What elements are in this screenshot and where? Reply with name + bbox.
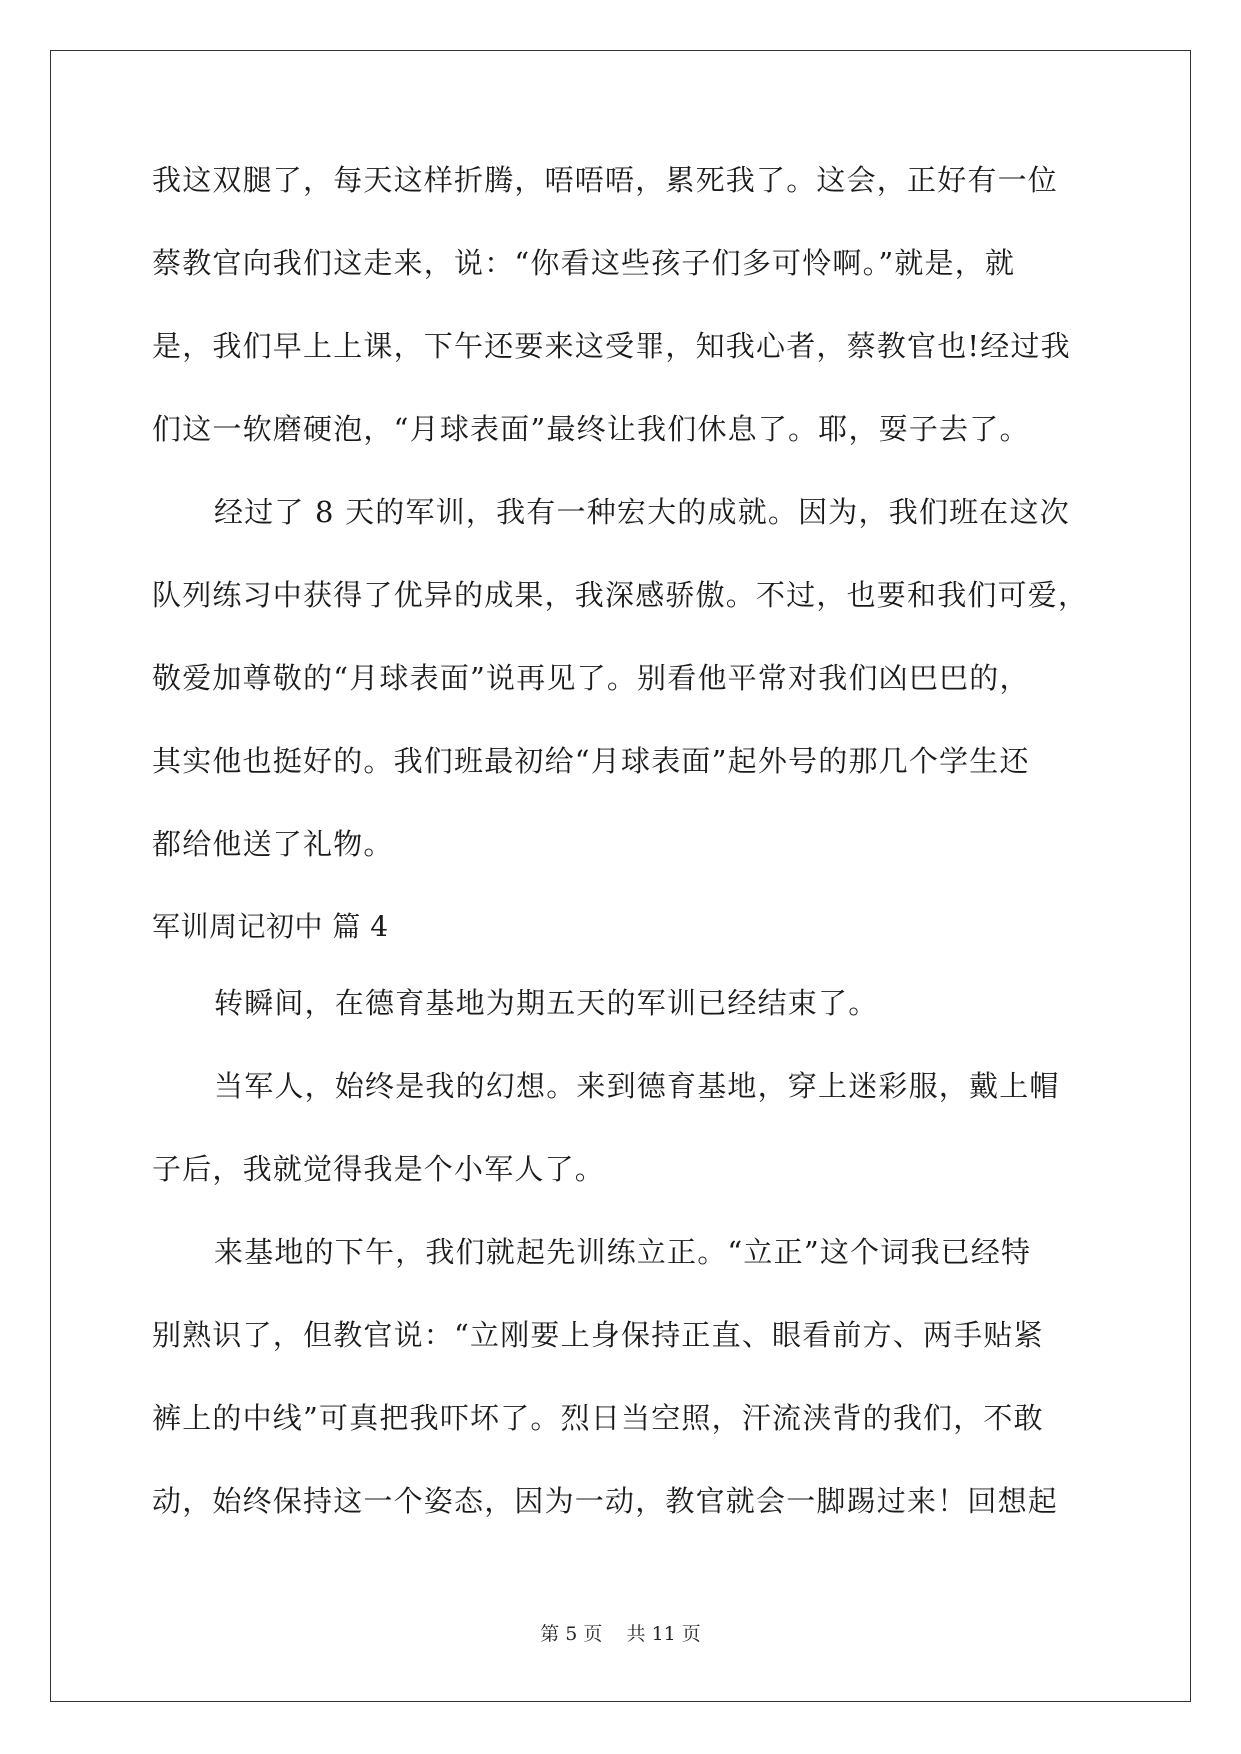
text-line: 别熟识了，但教官说：“立刚要上身保持正直、眼看前方、两手贴紧 [152,1318,1044,1352]
document-body [152,162,1092,1566]
text-line: 裤上的中线”可真把我吓坏了。烈日当空照，汗流浃背的我们，不敢 [152,1401,1044,1435]
section-heading: 军训周记初中 篇 4 [152,910,389,943]
paragraph-start-line: 经过了 8 天的军训，我有一种宏大的成就。因为，我们班在这次 [214,495,1070,529]
text-line: 都给他送了礼物。 [152,827,394,861]
paragraph-start-line: 转瞬间，在德育基地为期五天的军训已经结束了。 [214,986,879,1020]
paragraph-start-line: 当军人，始终是我的幻想。来到德育基地，穿上迷彩服，戴上帽 [214,1069,1060,1103]
paragraph-start-line: 来基地的下午，我们就起先训练立正。“立正”这个词我已经特 [214,1235,1032,1269]
text-line: 们这一软磨硬泡，“月球表面”最终让我们休息了。耶，耍子去了。 [152,412,1030,446]
text-line: 其实他也挺好的。我们班最初给“月球表面”起外号的那几个学生还 [152,744,1030,778]
page-total: 共 11 页 [626,1623,701,1645]
text-line: 蔡教官向我们这走来，说：“你看这些孩子们多可怜啊。”就是，就 [152,246,1016,280]
page-number: 第 5 页 [540,1623,603,1645]
text-line: 敬爱加尊敬的“月球表面”说再见了。别看他平常对我们凶巴巴的， [152,661,1030,695]
text-line: 是，我们早上上课，下午还要来这受罪，知我心者，蔡教官也!经过我 [152,329,1071,363]
text-line: 子后，我就觉得我是个小军人了。 [152,1152,606,1186]
text-line: 我这双腿了，每天这样折腾，唔唔唔，累死我了。这会，正好有一位 [152,163,1059,197]
text-line: 动，始终保持这一个姿态，因为一动，教官就会一脚踢过来！回想起 [152,1484,1059,1518]
page-footer [0,1619,1241,1646]
text-line: 队列练习中获得了优异的成果，我深感骄傲。不过，也要和我们可爱， [152,578,1089,612]
